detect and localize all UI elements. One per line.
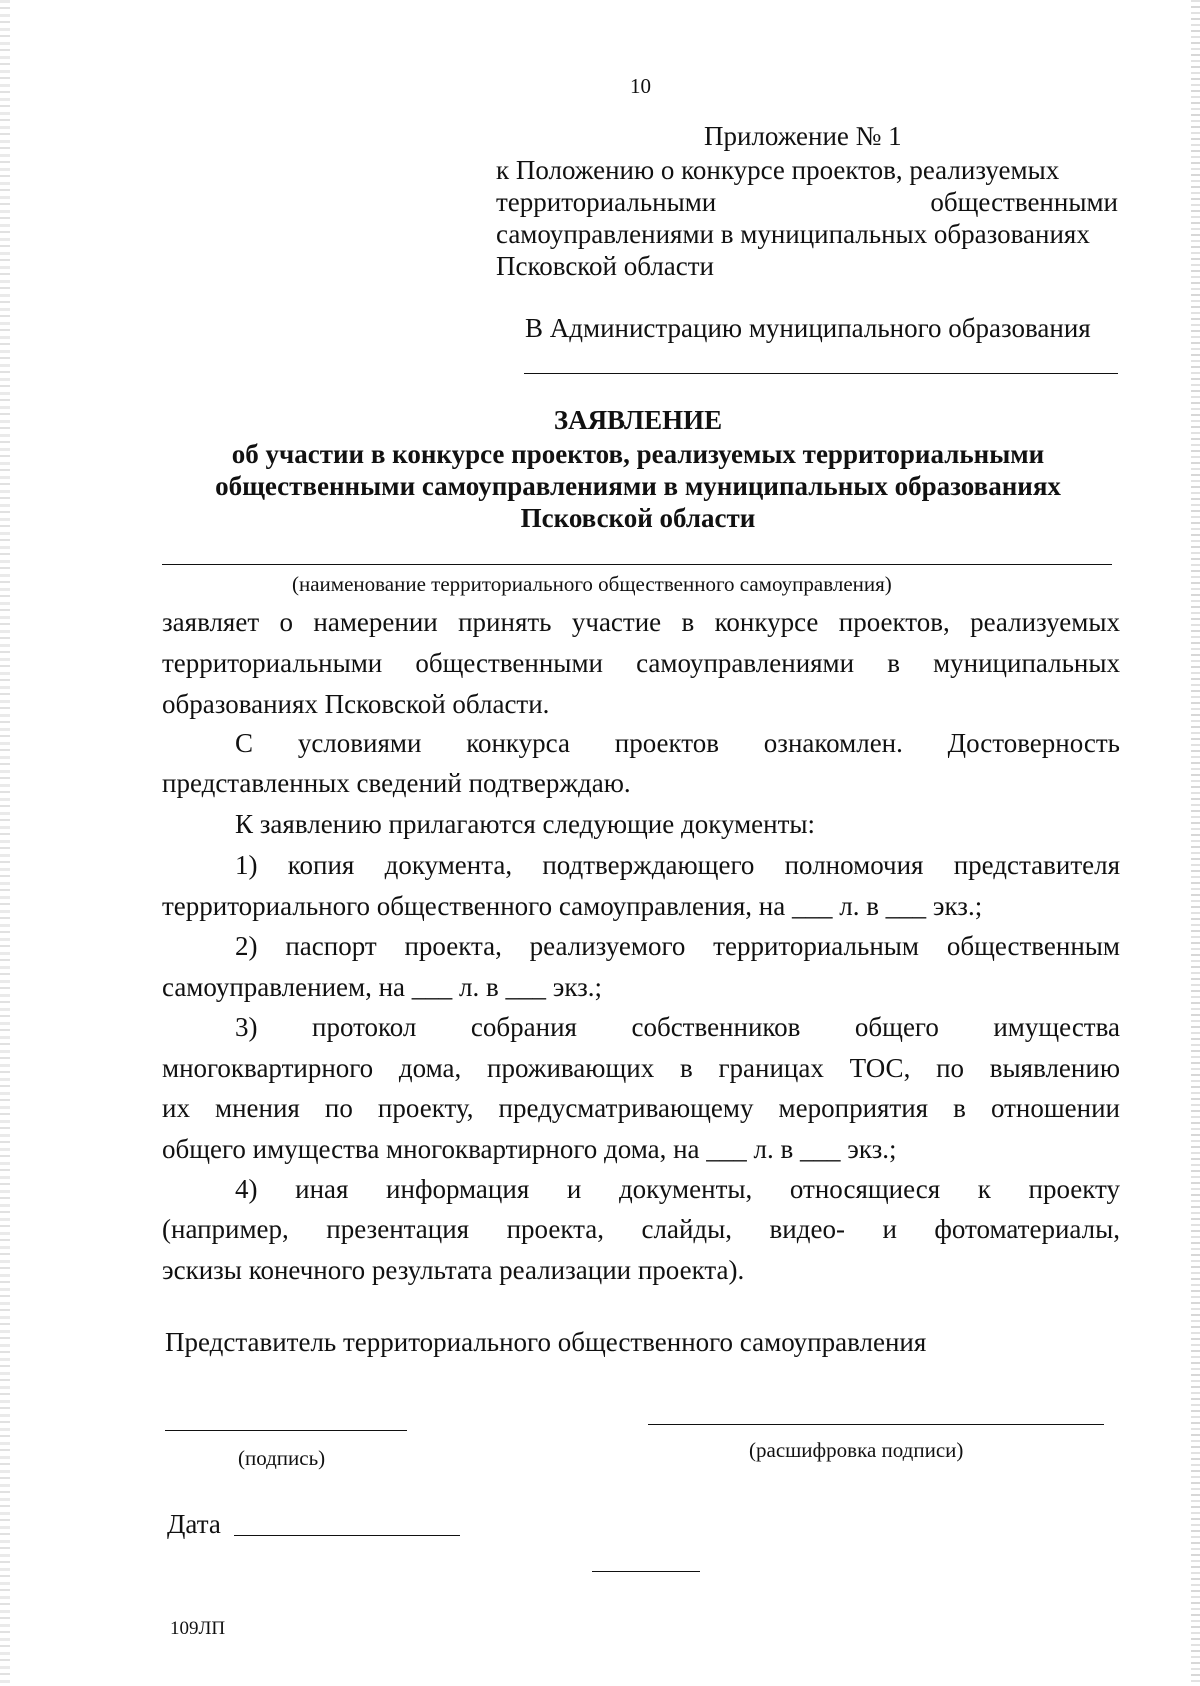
signature-blank-line (165, 1430, 407, 1431)
item-4-line-2: (например, презентация проекта, слайды, видео- и фотоматериалы, (162, 1214, 1120, 1244)
item-3-line-1: 3) протокол собрания собственников общего имущества (235, 1012, 1120, 1042)
item-3-line-4: общего имущества многоквартирного дома, на ___ л. в ___ экз.; (162, 1134, 897, 1164)
item-4-line-3: эскизы конечного результата реализации проекта). (162, 1255, 745, 1285)
item-1-line-1: 1) копия документа, подтверждающего полномочия представителя (235, 850, 1120, 880)
item-2-line-2: самоуправлением, на ___ л. в ___ экз.; (162, 972, 603, 1002)
tos-name-blank-line (162, 564, 1112, 565)
conditions-line-1: С условиями конкурса проектов ознакомлен. Достоверность (235, 728, 1120, 758)
item-3-line-2: многоквартирного дома, проживающих в границах ТОС, по выявлению (162, 1053, 1120, 1083)
appendix-title: Приложение № 1 (704, 121, 902, 151)
addressee: В Администрацию муниципального образования (525, 313, 1091, 343)
conditions-line-2: представленных сведений подтверждаю. (162, 768, 631, 798)
date-label: Дата (167, 1509, 221, 1539)
appendix-line-4: Псковской области (496, 251, 715, 281)
statement-subtitle-2: общественными самоуправлениями в муниципальных образованиях (215, 471, 1061, 501)
item-2-line-1: 2) паспорт проекта, реализуемого территориальным общественным (235, 931, 1120, 961)
item-3-line-3: их мнения по проекту, предусматривающему мероприятия в отношении (162, 1093, 1120, 1123)
signature-decode-caption: (расшифровка подписи) (749, 1438, 964, 1462)
statement-title: ЗАЯВЛЕНИЕ (553, 405, 723, 435)
end-separator-line (592, 1571, 700, 1572)
intro-line-1: заявляет о намерении принять участие в конкурсе проектов, реализуемых (162, 607, 1120, 637)
footer-code: 109ЛП (170, 1618, 226, 1639)
attachments-header: К заявлению прилагаются следующие документы: (235, 809, 816, 839)
representative-label: Представитель территориального общественного самоуправления (165, 1327, 927, 1357)
appendix-line-3: самоуправлениями в муниципальных образованиях (496, 219, 1090, 249)
scan-edge-right (1191, 0, 1200, 1686)
appendix-line-2: территориальными общественными (496, 187, 1118, 217)
intro-line-2: территориальными общественными самоуправлениями в муниципальных (162, 648, 1120, 678)
statement-subtitle-1: об участии в конкурсе проектов, реализуемых территориальными (231, 439, 1045, 469)
scan-edge-left (0, 0, 10, 1686)
item-4-line-1: 4) иная информация и документы, относящиеся к проекту (235, 1174, 1120, 1204)
item-1-line-2: территориального общественного самоуправления, на ___ л. в ___ экз.; (162, 891, 983, 921)
date-blank-line (234, 1535, 460, 1536)
signature-decode-blank-line (648, 1424, 1104, 1425)
appendix-line-1: к Положению о конкурсе проектов, реализуемых (496, 155, 1060, 185)
signature-caption: (подпись) (238, 1446, 326, 1470)
intro-line-3: образованиях Псковской области. (162, 689, 550, 719)
tos-name-caption: (наименование территориального общественного самоуправления) (292, 572, 892, 596)
page-number: 10 (630, 74, 651, 98)
addressee-blank-line (524, 373, 1118, 374)
statement-subtitle-3: Псковской области (520, 503, 756, 533)
